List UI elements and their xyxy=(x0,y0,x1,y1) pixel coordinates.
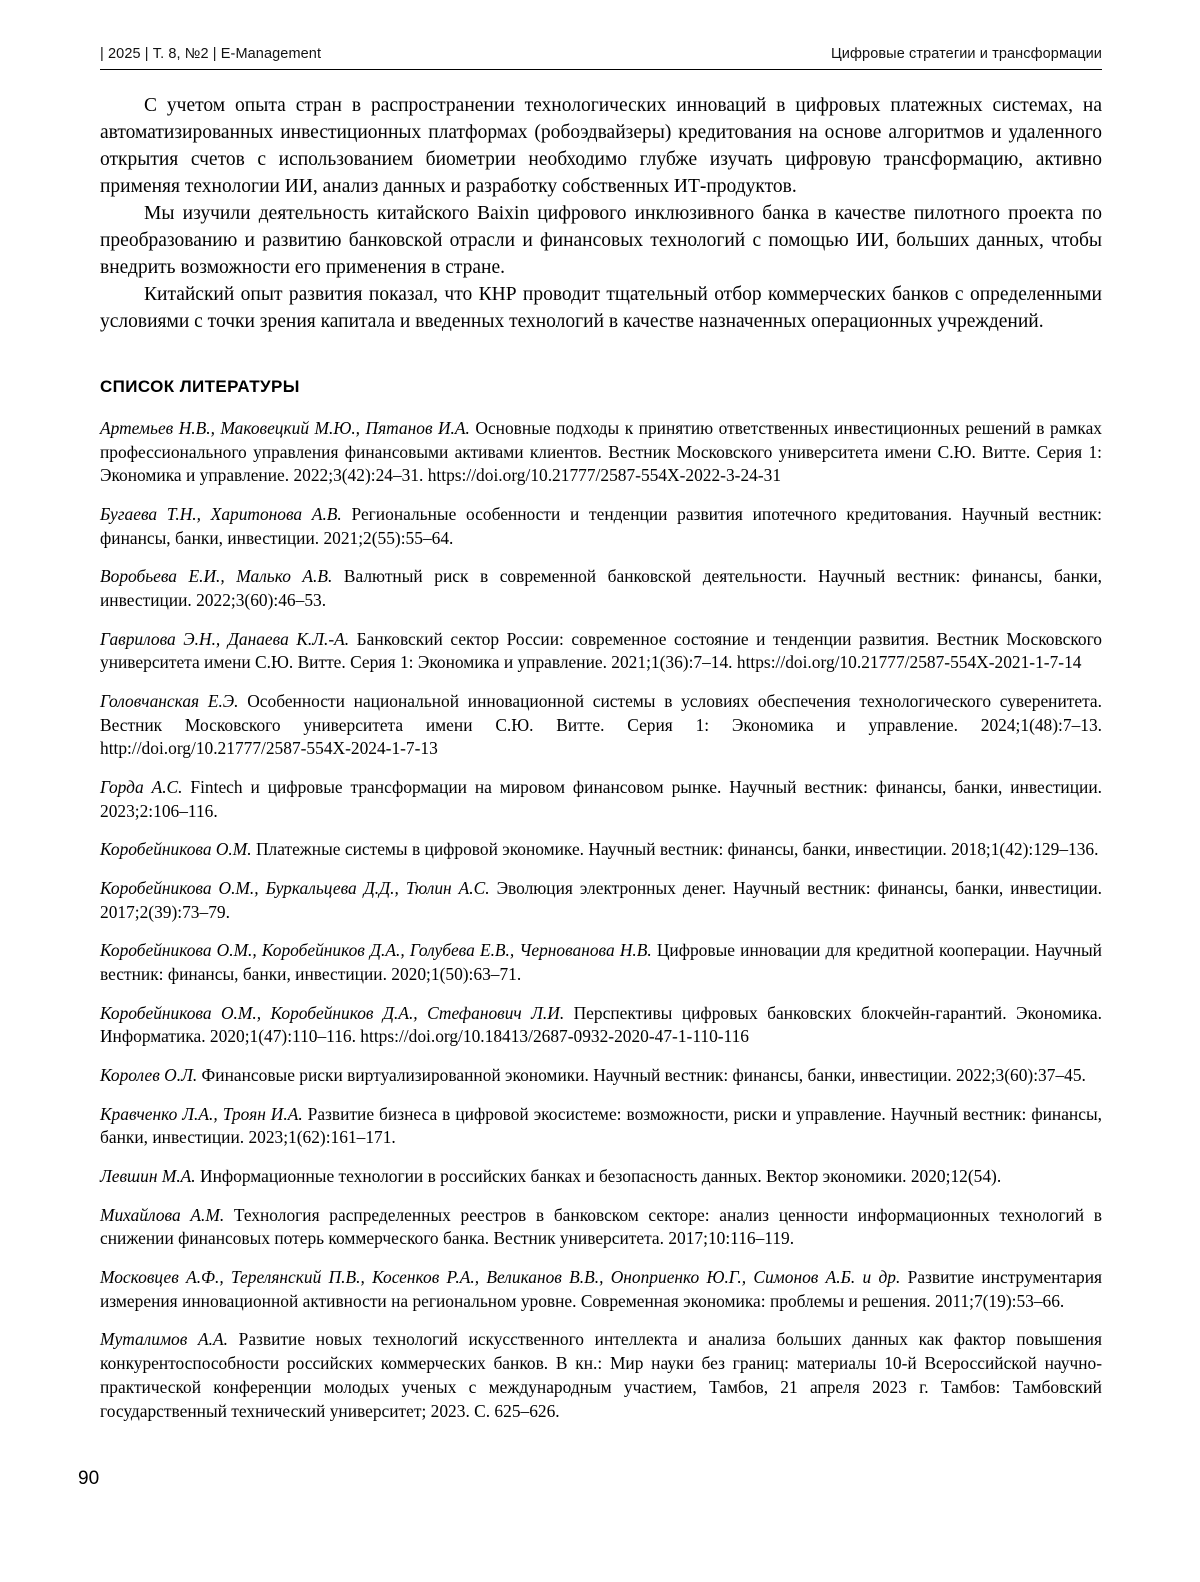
reference-authors: Артемьев Н.В., Маковецкий М.Ю., Пятанов И.А. xyxy=(100,418,470,438)
reference-text: Fintech и цифровые трансформации на мировом финансовом рынке. Научный вестник: финансы, банки, инвестиции. 2023;2:106–116. xyxy=(100,777,1102,821)
body-text xyxy=(100,92,1102,335)
reference-item xyxy=(100,628,1102,675)
reference-authors: Коробейникова О.М., Буркальцева Д.Д., Тюлин А.С. xyxy=(100,878,490,899)
reference-authors: Гаврилова Э.Н., Данаева К.Л.-А. xyxy=(100,628,350,649)
references-list xyxy=(100,417,1102,1423)
reference-text: Платежные системы в цифровой экономике. Научный вестник: финансы, банки, инвестиции. 2018;1(42):129–136. xyxy=(251,839,1099,860)
reference-text: Перспективы цифровых банковских блокчейн-гарантий. Экономика. Информатика. 2020;1(47):110–116. https://doi.org/10.18413/2687-0932-2020-47-1-110-116 xyxy=(100,1002,1102,1047)
reference-authors: Горда А.С. xyxy=(100,777,183,798)
reference-text: Развитие новых технологий искусственного интеллекта и анализа больших данных как фактор повышения конкурентоспособности российских коммерческих банков. В кн.: Мир науки без границ: материалы 10-й Всероссийской научно-практической конференции молодых ученых с международным участием, Тамбов, 21 апреля 2023 г. Тамбов: Тамбовский государственный технический университет; 2023. С. 625–626. xyxy=(100,1329,1102,1421)
reference-authors: Коробейникова О.М. xyxy=(100,839,252,860)
reference-text: Региональные особенности и тенденции развития ипотечного кредитования. Научный вестник: финансы, банки, инвестиции. 2021;2(55):55–64. xyxy=(100,504,1102,548)
reference-authors: Московцев А.Ф., Терелянский П.В., Косенков Р.А., Великанов В.В., Оноприенко Ю.Г., Симонов А.Б. и др. xyxy=(100,1267,901,1288)
reference-text: Особенности национальной инновационной системы в условиях обеспечения технологического суверенитета. Вестник Московского университета имени С.Ю. Витте. Серия 1: Экономика и управление. 2024;1(48):7–13. http://doi.org/10.21777/2587-554X-2024-1-7-13 xyxy=(100,691,1102,759)
reference-text: Валютный риск в современной банковской деятельности. Научный вестник: финансы, банки, инвестиции. 2022;3(60):46–53. xyxy=(100,566,1102,611)
page-content xyxy=(100,46,1102,1438)
references-heading: СПИСОК ЛИТЕРАТУРЫ xyxy=(100,377,300,396)
reference-item xyxy=(100,1165,1102,1189)
reference-text: Развитие бизнеса в цифровой экосистеме: возможности, риски и управление. Научный вестник: финансы, банки, инвестиции. 2023;1(62):161–171. xyxy=(100,1103,1102,1148)
reference-item xyxy=(100,503,1102,550)
reference-authors: Муталимов А.А. xyxy=(100,1329,228,1350)
body-paragraph: Китайский опыт развития показал, что КНР проводит тщательный отбор коммерческих банков с определенными условиями с точки зрения капитала и введенных технологий в качестве назначенных операционных учреждений. xyxy=(100,284,1102,332)
reference-text: Цифровые инновации для кредитной кооперации. Научный вестник: финансы, банки, инвестиции. 2020;1(50):63–71. xyxy=(100,940,1102,985)
reference-item xyxy=(100,939,1102,986)
reference-text: Эволюция электронных денег. Научный вестник: финансы, банки, инвестиции. 2017;2(39):73–79. xyxy=(100,878,1102,922)
reference-item xyxy=(100,1266,1102,1313)
reference-item xyxy=(100,1064,1102,1088)
body-paragraph: С учетом опыта стран в распространении технологических инноваций в цифровых платежных системах, на автоматизированных инвестиционных платформах (робоэдвайзеры) кредитования на основе алгоритмов и удаленного открытия счетов с использованием биометрии необходимо глубже изучать цифровую трансформацию, активно применяя технологии ИИ, анализ данных и разработку собственных ИТ-продуктов. xyxy=(100,95,1102,197)
reference-text: Основные подходы к принятию ответственных инвестиционных решений в рамках профессионального управления финансовыми активами клиентов. Вестник Московского университета имени С.Ю. Витте. Серия 1: Экономика и управление. 2022;3(42):24–31. https://doi.org/10.21777/2587-554X-2022-3-24-31 xyxy=(100,418,1102,486)
reference-item xyxy=(100,565,1102,612)
reference-text: Банковский сектор России: современное состояние и тенденции развития. Вестник Московского университета имени С.Ю. Витте. Серия 1: Экономика и управление. 2021;1(36):7–14. https://doi.org/10.21777/2587-554X-2021-1-7-14 xyxy=(100,628,1102,673)
reference-authors: Воробьева Е.И., Малько А.В. xyxy=(100,566,333,587)
reference-item xyxy=(100,690,1102,761)
reference-item xyxy=(100,1002,1102,1049)
reference-authors: Михайлова А.М. xyxy=(100,1204,225,1225)
reference-authors: Коробейникова О.М., Коробейников Д.А., Стефанович Л.И. xyxy=(100,1002,565,1023)
reference-text: Информационные технологии в российских банках и безопасность данных. Вектор экономики. 2020;12(54). xyxy=(195,1166,1002,1187)
running-head-right: Цифровые стратегии и трансформации xyxy=(830,46,1102,62)
reference-authors: Коробейникова О.М., Коробейников Д.А., Голубева Е.В., Чернованова Н.В. xyxy=(100,940,652,961)
reference-authors: Королев О.Л. xyxy=(100,1065,198,1086)
running-head-left: | 2025 | Т. 8, №2 | E-Management xyxy=(100,46,322,62)
reference-authors: Кравченко Л.А., Троян И.А. xyxy=(100,1103,303,1124)
running-head xyxy=(100,46,1102,70)
reference-text: Технология распределенных реестров в банковском секторе: анализ ценности информационных технологий в снижении финансовых потерь коммерческого банка. Вестник университета. 2017;10:116–119. xyxy=(100,1204,1102,1249)
page-number: 90 xyxy=(78,1468,100,1489)
reference-item xyxy=(100,1204,1102,1251)
body-paragraph: Мы изучили деятельность китайского Baixin цифрового инклюзивного банка в качестве пилотного проекта по преобразованию и развитию банковской отрасли и финансовых технологий с помощью ИИ, больших данных, чтобы внедрить возможности его применения в стране. xyxy=(100,203,1102,278)
reference-item xyxy=(100,877,1102,924)
reference-item xyxy=(100,776,1102,823)
reference-item xyxy=(100,1328,1102,1423)
reference-text: Финансовые риски виртуализированной экономики. Научный вестник: финансы, банки, инвестиции. 2022;3(60):37–45. xyxy=(197,1065,1086,1086)
reference-text: Развитие инструментария измерения инновационной активности на региональном уровне. Современная экономика: проблемы и решения. 2011;7(19):53–66. xyxy=(100,1267,1102,1311)
reference-item xyxy=(100,838,1102,862)
reference-authors: Бугаева Т.Н., Харитонова А.В. xyxy=(100,504,342,525)
reference-authors: Головчанская Е.Э. xyxy=(100,691,239,712)
reference-item xyxy=(100,1103,1102,1150)
reference-item xyxy=(100,417,1102,488)
reference-authors: Левшин М.А. xyxy=(100,1166,196,1187)
